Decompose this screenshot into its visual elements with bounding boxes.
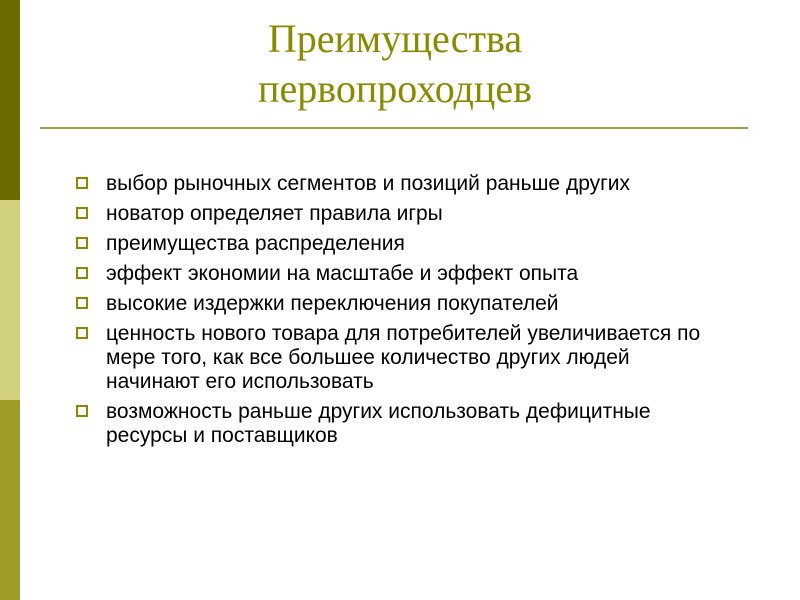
- hollow-square-bullet-icon: [76, 297, 88, 309]
- bullet-text: выбор рыночных сегментов и позиций раньше других: [106, 172, 631, 195]
- bullet-item: [74, 202, 714, 226]
- bullet-list: [74, 172, 714, 454]
- bullet-text: новатор определяет правила игры: [106, 202, 443, 225]
- hollow-square-bullet-icon: [76, 207, 88, 219]
- bullet-text: эффект экономии на масштабе и эффект опыта: [106, 262, 579, 285]
- sidebar-accent-top: [0, 0, 20, 200]
- slide-title-line-1: Преимущества: [267, 16, 523, 61]
- bullet-text: преимущества распределения: [106, 232, 405, 255]
- bullet-item: [74, 400, 714, 448]
- hollow-square-bullet-icon: [76, 405, 88, 417]
- hollow-square-bullet-icon: [76, 327, 88, 339]
- bullet-text: высокие издержки переключения покупателей: [106, 292, 559, 315]
- bullet-item: [74, 322, 714, 394]
- title-divider: [40, 127, 748, 129]
- bullet-text: возможность раньше других использовать дефицитные ресурсы и поставщиков: [106, 400, 651, 447]
- bullet-item: [74, 172, 714, 196]
- bullet-item: [74, 262, 714, 286]
- hollow-square-bullet-icon: [76, 177, 88, 189]
- sidebar-accent-bottom: [0, 400, 20, 600]
- bullet-text: ценность нового товара для потребителей увеличивается по мере того, как все большее количество других людей начинают его использовать: [106, 322, 701, 393]
- hollow-square-bullet-icon: [76, 237, 88, 249]
- hollow-square-bullet-icon: [76, 267, 88, 279]
- slide-title-line-2: первопроходцев: [258, 66, 532, 111]
- sidebar-accent-middle: [0, 200, 20, 400]
- slide-title: [40, 14, 750, 114]
- bullet-item: [74, 232, 714, 256]
- bullet-item: [74, 292, 714, 316]
